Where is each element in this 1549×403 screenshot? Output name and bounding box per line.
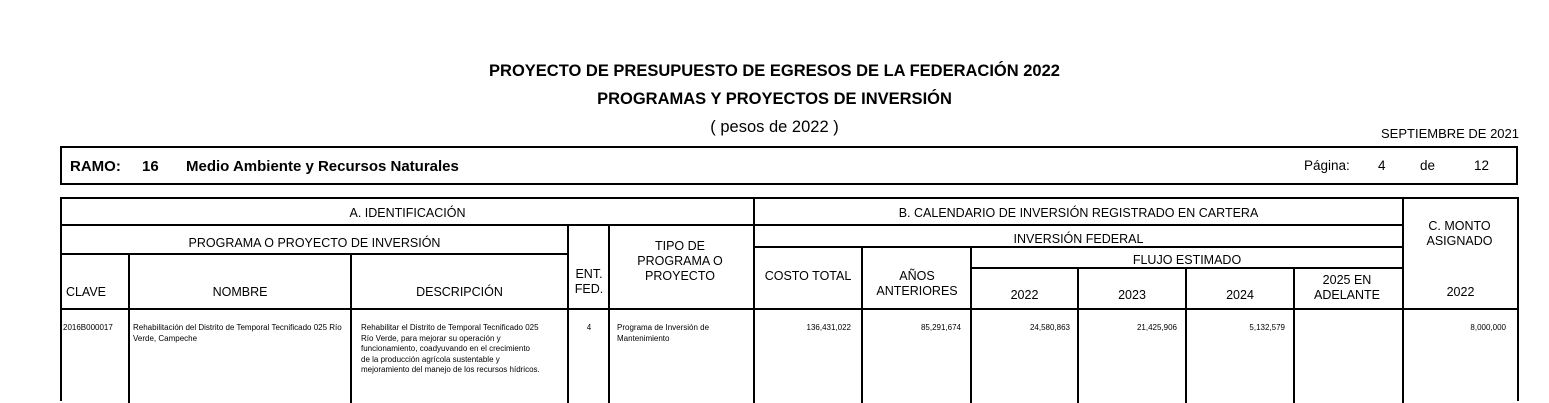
nombre-column-header: NOMBRE xyxy=(212,285,268,299)
row-ent-fed: 4 xyxy=(586,323,592,332)
total-pages: 12 xyxy=(1474,158,1490,173)
document-title: PROYECTO DE PRESUPUESTO DE EGRESOS DE LA FEDERACIÓN 2022 xyxy=(489,62,1060,80)
divider xyxy=(1293,267,1295,403)
units-label: ( pesos de 2022 ) xyxy=(710,118,839,136)
divider xyxy=(62,253,567,255)
row-2022: 24,580,863 xyxy=(1029,323,1070,332)
row-clave: 2016B000017 xyxy=(63,323,113,332)
ramo-bar xyxy=(60,146,1518,185)
inversion-federal-header: INVERSIÓN FEDERAL xyxy=(1013,232,1144,246)
ramo-name: Medio Ambiente y Recursos Naturales xyxy=(186,158,459,175)
ramo-number: 16 xyxy=(142,158,159,175)
divider xyxy=(753,199,755,403)
clave-column-header: CLAVE xyxy=(65,285,107,299)
costo-total-column-header: COSTO TOTAL xyxy=(764,269,852,283)
descripcion-column-header: DESCRIPCIÓN xyxy=(416,285,503,299)
section-b-header: B. CALENDARIO DE INVERSIÓN REGISTRADO EN CARTERA xyxy=(898,206,1259,220)
year-2025-column-header: 2025 EN ADELANTE xyxy=(1314,273,1380,302)
tipo-header: TIPO DE PROGRAMA O PROYECTO xyxy=(637,239,723,283)
row-nombre: Rehabilitación del Distrito de Temporal Tecnificado 025 Río Verde, Campeche xyxy=(133,323,342,343)
ent-fed-column-header: ENT. FED. xyxy=(574,267,604,296)
divider xyxy=(350,253,352,403)
ramo-label: RAMO: xyxy=(70,158,121,175)
divider xyxy=(608,224,610,403)
year-2022-column-header: 2022 xyxy=(1010,288,1039,302)
row-anos-anteriores: 85,291,674 xyxy=(920,323,961,332)
year-2024-column-header: 2024 xyxy=(1226,288,1254,302)
of-label: de xyxy=(1420,158,1436,173)
divider xyxy=(128,253,130,403)
row-descripcion: Rehabilitar el Distrito de Temporal Tecnificado 025 Río Verde, para mejorar su operación y funcionamiento, coadyuvando en el crecimiento de la producción agrícola sustentable y mejoramiento del manejo de los recursos hídricos. xyxy=(361,323,540,374)
section-c-header: C. MONTO ASIGNADO xyxy=(1426,219,1493,248)
date-label: SEPTIEMBRE DE 2021 xyxy=(1381,126,1519,141)
divider xyxy=(62,308,1517,310)
asignado-2022-column-header: 2022 xyxy=(1446,285,1475,299)
row-costo-total: 136,431,022 xyxy=(806,323,851,332)
section-a-header: A. IDENTIFICACIÓN xyxy=(349,206,466,220)
page-number: 4 xyxy=(1378,158,1386,173)
row-tipo: Programa de Inversión de Mantenimiento xyxy=(617,323,710,343)
year-2023-column-header: 2023 xyxy=(1118,288,1146,302)
row-asignado-2022: 8,000,000 xyxy=(1470,323,1506,332)
row-2023: 21,425,906 xyxy=(1136,323,1177,332)
row-2024: 5,132,579 xyxy=(1249,323,1285,332)
programa-header: PROGRAMA O PROYECTO DE INVERSIÓN xyxy=(188,236,441,250)
flujo-estimado-header: FLUJO ESTIMADO xyxy=(1132,253,1242,267)
anos-anteriores-column-header: AÑOS ANTERIORES xyxy=(876,269,958,298)
divider xyxy=(567,224,569,403)
divider xyxy=(62,224,1402,226)
document-subtitle: PROGRAMAS Y PROYECTOS DE INVERSIÓN xyxy=(597,90,952,108)
investment-table xyxy=(60,197,1519,401)
divider xyxy=(1402,199,1404,403)
page-label: Página: xyxy=(1304,158,1350,173)
